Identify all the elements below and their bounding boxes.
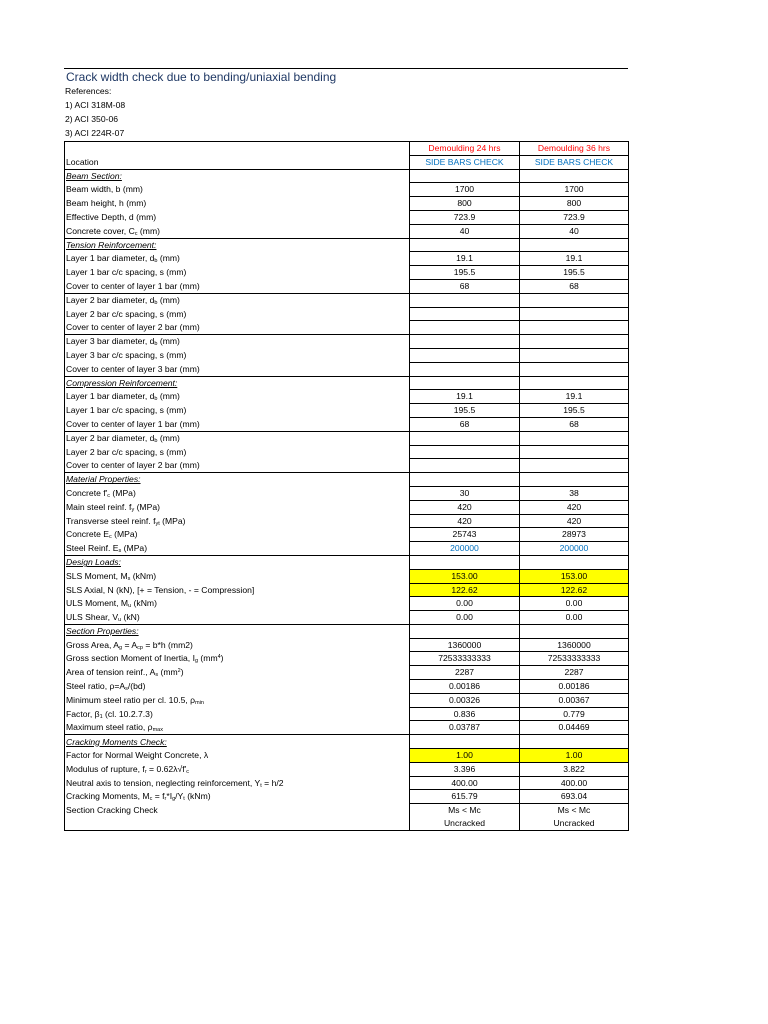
- value-cell-2: 122.62: [520, 583, 629, 597]
- table-row: [65, 404, 629, 418]
- section-heading: Section Properties:: [65, 624, 410, 638]
- value-cell-1: 30: [410, 486, 520, 500]
- section-heading: Cracking Moments Check:: [65, 735, 410, 749]
- table-row: [65, 183, 629, 197]
- section-heading-row: [65, 376, 629, 390]
- value-cell-1: [410, 431, 520, 445]
- row-label: Steel ratio, $\rho=A_s/(bd)$: [65, 680, 410, 694]
- value-cell-1: 122.62: [410, 583, 520, 597]
- row-label: Factor, $\beta_1$ (cl. 10.2.7.3): [65, 707, 410, 721]
- table-row: [65, 638, 629, 652]
- value-cell-2: 195.5: [520, 404, 629, 418]
- row-label: Layer 2 bar diameter, $d_b$ (mm): [65, 293, 410, 307]
- value-cell-2: 420: [520, 500, 629, 514]
- value-cell-2: 0.04469: [520, 721, 629, 735]
- value-cell-1: Ms < Mc: [410, 804, 520, 817]
- value-cell-1: 800: [410, 197, 520, 211]
- value-cell-2: [520, 238, 629, 252]
- table-row: [65, 790, 629, 804]
- value-cell-1: 615.79: [410, 790, 520, 804]
- row-label: Layer 3 bar diameter, $d_b$ (mm): [65, 335, 410, 349]
- check-heading-1: SIDE BARS CHECK: [410, 155, 520, 169]
- reference-item: 1) ACI 318M-08: [65, 100, 126, 110]
- table-row: [65, 224, 629, 238]
- value-cell-2: 19.1: [520, 252, 629, 266]
- value-cell-2: 800: [520, 197, 629, 211]
- value-cell-2: 38: [520, 486, 629, 500]
- row-label: Modulus of rupture, $f_r = 0.62\lambda√f'_c$: [65, 762, 410, 776]
- section-heading-row: [65, 238, 629, 252]
- table-row: [65, 307, 629, 321]
- section-heading: Material Properties:: [65, 473, 410, 487]
- value-cell-1: [410, 459, 520, 473]
- row-label: Cover to center of layer 3 bar (mm): [65, 362, 410, 376]
- value-cell-1: 153.00: [410, 569, 520, 583]
- row-label: Layer 2 bar c/c spacing, s (mm): [65, 307, 410, 321]
- table-row: [65, 762, 629, 776]
- value-cell-1: 40: [410, 224, 520, 238]
- table-row: [65, 431, 629, 445]
- section-heading-row: [65, 555, 629, 569]
- value-cell-1: 2287: [410, 666, 520, 680]
- table-row: [65, 542, 629, 556]
- table-row: [65, 652, 629, 666]
- value-cell-1: 723.9: [410, 210, 520, 224]
- value-cell-2: [520, 431, 629, 445]
- value-cell-1: 420: [410, 500, 520, 514]
- row-label: ULS Shear, $V_u$ (kN): [65, 611, 410, 625]
- row-label: Gross Area, $A_g = A_{cp} = b*h$ (mm2): [65, 638, 410, 652]
- value-cell-1: [410, 335, 520, 349]
- row-label: SLS Moment, $M_s$ (kNm): [65, 569, 410, 583]
- value-cell-1: 3.396: [410, 762, 520, 776]
- table-row: [65, 266, 629, 280]
- table-row: [65, 459, 629, 473]
- table-row: [65, 445, 629, 459]
- table-row: [65, 597, 629, 611]
- row-label: Area of tension reinf., $A_s$ $(mm^2)$: [65, 666, 410, 680]
- value-cell-2: [520, 293, 629, 307]
- value-cell-2: 1360000: [520, 638, 629, 652]
- row-label: Concrete $E_c$ (MPa): [65, 528, 410, 542]
- value-cell-1: 19.1: [410, 252, 520, 266]
- value-cell-2: 723.9: [520, 210, 629, 224]
- table-row: [65, 804, 629, 817]
- table-row: [65, 817, 629, 830]
- value-cell-1: 68: [410, 417, 520, 431]
- row-label: Cover to center of layer 1 bar (mm): [65, 279, 410, 293]
- value-cell-2: [520, 307, 629, 321]
- row-label: ULS Moment, $M_u$ (kNm): [65, 597, 410, 611]
- table-row: [65, 417, 629, 431]
- row-label: Maximum steel ratio, $\rho_{max}$: [65, 721, 410, 735]
- value-cell-2: 693.04: [520, 790, 629, 804]
- value-cell-1: 195.5: [410, 404, 520, 418]
- value-cell-2: 0.00: [520, 597, 629, 611]
- table-row: [65, 749, 629, 763]
- table-row: [65, 721, 629, 735]
- row-label: Cover to center of layer 1 bar (mm): [65, 417, 410, 431]
- row-label: Beam height, h (mm): [65, 197, 410, 211]
- value-cell-2: 420: [520, 514, 629, 528]
- value-cell-2: 3.822: [520, 762, 629, 776]
- row-label: SLS Axial, N (kN), [+ = Tension, - = Compression]: [65, 583, 410, 597]
- value-cell-1: 195.5: [410, 266, 520, 280]
- table-row: [65, 390, 629, 404]
- row-label: Gross section Moment of Inertia, $I_g$ $(mm^4)$: [65, 652, 410, 666]
- value-cell-1: [410, 624, 520, 638]
- value-cell-2: 28973: [520, 528, 629, 542]
- section-heading: Tension Reinforcement:: [65, 238, 410, 252]
- value-cell-2: Ms < Mc: [520, 804, 629, 817]
- value-cell-2: [520, 735, 629, 749]
- value-cell-2: [520, 321, 629, 335]
- table-row: [65, 279, 629, 293]
- value-cell-2: [520, 348, 629, 362]
- table-row: [65, 514, 629, 528]
- value-cell-1: 19.1: [410, 390, 520, 404]
- row-label: Minimum steel ratio per cl. 10.5, $\rho_{min}$: [65, 693, 410, 707]
- table-row: [65, 252, 629, 266]
- value-cell-2: [520, 445, 629, 459]
- table-row: [65, 335, 629, 349]
- table-row: [65, 321, 629, 335]
- value-cell-2: [520, 473, 629, 487]
- row-label: Neutral axis to tension, neglecting reinforcement, $Y_t = h/2$: [65, 776, 410, 790]
- value-cell-1: 0.00: [410, 597, 520, 611]
- table-row: [65, 362, 629, 376]
- value-cell-2: 1700: [520, 183, 629, 197]
- row-label: Cover to center of layer 2 bar (mm): [65, 459, 410, 473]
- table-row: [65, 583, 629, 597]
- value-cell-2: 19.1: [520, 390, 629, 404]
- table-row: [65, 210, 629, 224]
- table-row: [65, 486, 629, 500]
- value-cell-1: 25743: [410, 528, 520, 542]
- table-row: [65, 569, 629, 583]
- table-row: [65, 611, 629, 625]
- value-cell-2: 200000: [520, 542, 629, 556]
- value-cell-2: 400.00: [520, 776, 629, 790]
- section-heading-row: [65, 735, 629, 749]
- value-cell-1: 1700: [410, 183, 520, 197]
- row-label: Factor for Normal Weight Concrete, λ: [65, 749, 410, 763]
- reference-item: 2) ACI 350-06: [65, 114, 119, 124]
- row-label: Layer 1 bar c/c spacing, s (mm): [65, 404, 410, 418]
- value-cell-1: [410, 555, 520, 569]
- value-cell-1: 0.03787: [410, 721, 520, 735]
- value-cell-2: [520, 376, 629, 390]
- value-cell-2: 68: [520, 417, 629, 431]
- reference-item: 3) ACI 224R-07: [65, 128, 125, 138]
- header-row-check: [65, 155, 629, 169]
- value-cell-2: [520, 169, 629, 183]
- value-cell-1: [410, 238, 520, 252]
- top-border: [64, 68, 628, 69]
- table-row: [65, 293, 629, 307]
- table-row: [65, 776, 629, 790]
- row-label: Steel Reinf. $E_s$ (MPa): [65, 542, 410, 556]
- section-heading-row: [65, 473, 629, 487]
- row-label: Layer 3 bar c/c spacing, s (mm): [65, 348, 410, 362]
- row-label: Layer 1 bar diameter, $d_b$ (mm): [65, 390, 410, 404]
- table-row: [65, 348, 629, 362]
- value-cell-2: 68: [520, 279, 629, 293]
- table-row: [65, 707, 629, 721]
- value-cell-2: 1.00: [520, 749, 629, 763]
- value-cell-2: [520, 459, 629, 473]
- value-cell-1: [410, 169, 520, 183]
- row-label: Layer 2 bar diameter, $d_b$ (mm): [65, 431, 410, 445]
- value-cell-2: 153.00: [520, 569, 629, 583]
- row-label: Effective Depth, d (mm): [65, 210, 410, 224]
- value-cell-2: 0.00186: [520, 680, 629, 694]
- references-heading: References:: [65, 86, 112, 96]
- value-cell-1: 0.836: [410, 707, 520, 721]
- value-cell-1: 200000: [410, 542, 520, 556]
- value-cell-2: 195.5: [520, 266, 629, 280]
- table-row: [65, 693, 629, 707]
- value-cell-2: 40: [520, 224, 629, 238]
- section-heading-row: [65, 169, 629, 183]
- row-label: Section Cracking Check: [65, 804, 410, 817]
- row-label: Cracking Moments, $M_c = f_r*I_g/Y_t$ (kNm): [65, 790, 410, 804]
- value-cell-2: [520, 555, 629, 569]
- value-cell-1: [410, 293, 520, 307]
- value-cell-1: [410, 362, 520, 376]
- section-heading: Design Loads:: [65, 555, 410, 569]
- case-heading-1: Demoulding 24 hrs: [410, 142, 520, 156]
- value-cell-2: [520, 335, 629, 349]
- value-cell-1: [410, 735, 520, 749]
- table-row: [65, 197, 629, 211]
- value-cell-1: 0.00186: [410, 680, 520, 694]
- row-label: Main steel reinf. $f_y$ (MPa): [65, 500, 410, 514]
- value-cell-1: 1360000: [410, 638, 520, 652]
- table-row: [65, 528, 629, 542]
- value-cell-1: [410, 348, 520, 362]
- row-label: Layer 1 bar c/c spacing, s (mm): [65, 266, 410, 280]
- table-row: [65, 680, 629, 694]
- value-cell-1: 1.00: [410, 749, 520, 763]
- table-row: [65, 666, 629, 680]
- row-label: Cover to center of layer 2 bar (mm): [65, 321, 410, 335]
- calc-table: [64, 141, 629, 831]
- header-label-cell: [65, 142, 410, 156]
- value-cell-2: 0.779: [520, 707, 629, 721]
- value-cell-1: [410, 307, 520, 321]
- row-label: Layer 1 bar diameter, $d_b$ (mm): [65, 252, 410, 266]
- value-cell-2: 0.00: [520, 611, 629, 625]
- row-label: [65, 817, 410, 830]
- value-cell-1: 72533333333: [410, 652, 520, 666]
- value-cell-1: [410, 376, 520, 390]
- value-cell-1: [410, 473, 520, 487]
- value-cell-2: [520, 362, 629, 376]
- row-label: Transverse steel reinf. $f_{yt}$ (MPa): [65, 514, 410, 528]
- value-cell-2: 2287: [520, 666, 629, 680]
- value-cell-1: [410, 321, 520, 335]
- value-cell-2: 72533333333: [520, 652, 629, 666]
- row-label: Concrete cover, $C_c$ (mm): [65, 224, 410, 238]
- location-label: Location: [65, 155, 410, 169]
- sheet-title: Crack width check due to bending/uniaxial bending: [66, 70, 337, 84]
- section-heading: Beam Section:: [65, 169, 410, 183]
- row-label: Layer 2 bar c/c spacing, s (mm): [65, 445, 410, 459]
- value-cell-1: Uncracked: [410, 817, 520, 830]
- check-heading-2: SIDE BARS CHECK: [520, 155, 629, 169]
- value-cell-2: [520, 624, 629, 638]
- value-cell-1: 400.00: [410, 776, 520, 790]
- section-heading-row: [65, 624, 629, 638]
- value-cell-2: Uncracked: [520, 817, 629, 830]
- table-row: [65, 500, 629, 514]
- value-cell-2: 0.00367: [520, 693, 629, 707]
- value-cell-1: 420: [410, 514, 520, 528]
- value-cell-1: 68: [410, 279, 520, 293]
- row-label: Beam width, b (mm): [65, 183, 410, 197]
- value-cell-1: 0.00: [410, 611, 520, 625]
- value-cell-1: [410, 445, 520, 459]
- section-heading: Compression Reinforcement:: [65, 376, 410, 390]
- header-row-case: [65, 142, 629, 156]
- case-heading-2: Demoulding 36 hrs: [520, 142, 629, 156]
- value-cell-1: 0.00326: [410, 693, 520, 707]
- row-label: Concrete $f'_c$ (MPa): [65, 486, 410, 500]
